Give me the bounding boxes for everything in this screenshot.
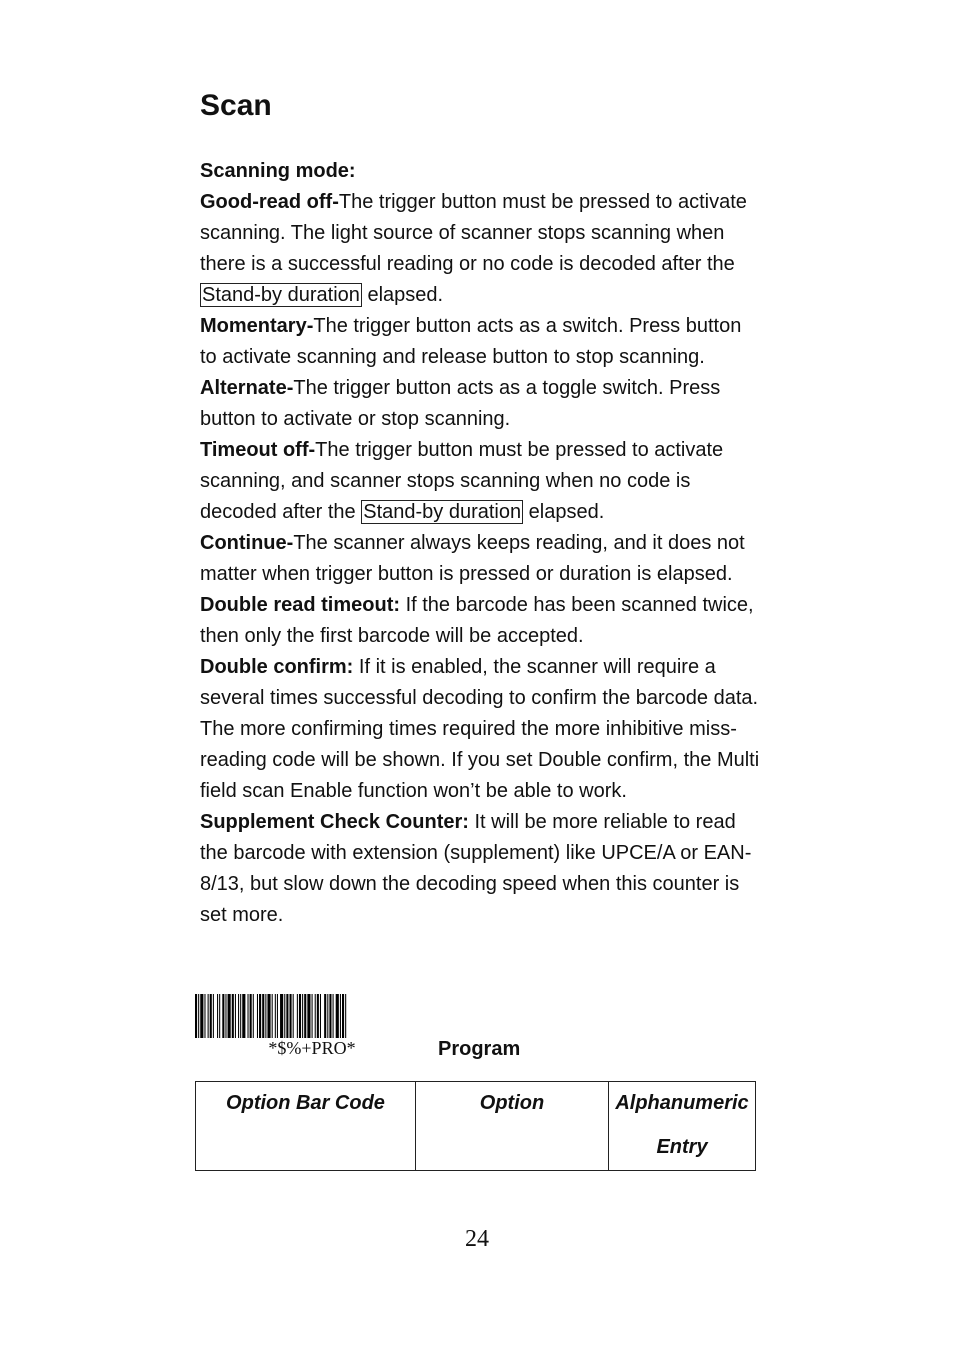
barcode-bar [297, 994, 298, 1038]
page-number: 24 [465, 1226, 489, 1252]
barcode-bar [317, 994, 319, 1038]
double-read-timeout-paragraph [200, 590, 760, 652]
barcode-bar [284, 994, 285, 1038]
momentary-text: The trigger button acts as a switch. Press button to activate scanning and release button to stop scanning. [200, 315, 742, 368]
barcode-bar [315, 994, 316, 1038]
good-read-off-paragraph [200, 187, 760, 311]
program-label: Program [438, 1038, 521, 1060]
barcode-bar [324, 994, 326, 1038]
double-confirm-paragraph [200, 652, 760, 807]
barcode-bar [327, 994, 328, 1038]
continue-term: Continue- [200, 532, 294, 554]
barcode-bar [213, 994, 214, 1038]
option-table [195, 1081, 756, 1171]
timeout-off-paragraph [200, 435, 760, 528]
barcode-bar [208, 994, 209, 1038]
continue-text: The scanner always keeps reading, and it does not matter when trigger button is pressed or duration is elapsed. [200, 532, 745, 585]
barcode-caption: *$%+PRO* [268, 1038, 356, 1058]
barcode-bar [238, 994, 239, 1038]
good-read-off-text-end: elapsed. [361, 284, 444, 306]
table-header-row [196, 1082, 756, 1171]
double-confirm-term: Double confirm: [200, 656, 354, 678]
page-title: Scan [200, 89, 272, 122]
barcode-bar [290, 994, 292, 1038]
barcode-bar [267, 994, 270, 1038]
barcode-bar [293, 994, 294, 1038]
barcode-bar [277, 994, 278, 1038]
barcode-bar [250, 994, 252, 1038]
barcode-icon [195, 994, 429, 1038]
barcode-bar [329, 994, 331, 1038]
momentary-term: Momentary- [200, 315, 314, 337]
column-header-option-bar-code: Option Bar Code [196, 1082, 416, 1171]
stand-by-duration-reference: Stand-by duration [202, 284, 360, 306]
barcode-bar [333, 994, 334, 1038]
barcode-bar [299, 994, 301, 1038]
double-read-timeout-term: Double read timeout: [200, 594, 401, 616]
barcode-bar [286, 994, 288, 1038]
double-read-timeout-text: If the barcode has been scanned twice, then only the first barcode will be accepted. [200, 594, 754, 647]
barcode-bar [265, 994, 266, 1038]
barcode-bar [228, 994, 231, 1038]
good-read-off-term: Good-read off- [200, 191, 339, 213]
continue-paragraph [200, 528, 760, 590]
barcode-bar [320, 994, 321, 1038]
double-confirm-text: If it is enabled, the scanner will require a several times successful decoding to confirm the barcode data. The more confirming times required the more inhibitive miss-reading code will be shown. If you set Double confirm, the Multi field scan Enable function won’t be able to work. [200, 656, 760, 802]
barcode-bar [280, 994, 283, 1038]
barcode-bar [232, 994, 234, 1038]
barcode-bar [262, 994, 264, 1038]
barcode-bar [219, 994, 220, 1038]
barcode-bar [198, 994, 199, 1038]
barcode-bar [240, 994, 241, 1038]
barcode-bar [302, 994, 303, 1038]
column-header-alphanumeric-entry [609, 1082, 756, 1171]
column-header-option: Option [416, 1082, 609, 1171]
barcode-bar [204, 994, 205, 1038]
alternate-term: Alternate- [200, 377, 294, 399]
stand-by-duration-reference: Stand-by duration [363, 501, 522, 523]
supplement-check-counter-paragraph [200, 807, 760, 931]
barcode-bar [200, 994, 203, 1038]
timeout-off-text-end: elapsed. [523, 501, 605, 523]
barcode-bar [336, 994, 339, 1038]
barcode-bar [248, 994, 249, 1038]
barcode-bar [340, 994, 341, 1038]
barcode-bar [257, 994, 258, 1038]
barcode-bar [307, 994, 310, 1038]
barcode-bar [235, 994, 236, 1038]
barcode-bar [210, 994, 212, 1038]
supplement-check-counter-term: Supplement Check Counter: [200, 811, 469, 833]
momentary-paragraph [200, 311, 760, 373]
barcode-bar [253, 994, 254, 1038]
barcode-bar [225, 994, 226, 1038]
timeout-off-term: Timeout off- [200, 439, 316, 461]
alternate-paragraph [200, 373, 760, 435]
alphanumeric-label: Alphanumeric [615, 1092, 749, 1114]
barcode-bar [304, 994, 306, 1038]
timeout-off-text: The trigger button must be pressed to activate scanning, and scanner stops scanning when no code is decoded after the [200, 439, 724, 523]
barcode-bar [275, 994, 276, 1038]
barcode-bar [222, 994, 224, 1038]
barcode-bar [312, 994, 313, 1038]
scanning-mode-heading: Scanning mode: [200, 160, 356, 182]
good-read-off-text: The trigger button must be pressed to activate scanning. The light source of scanner stops scanning when there is a successful reading or no code is decoded after the [200, 191, 747, 275]
barcode-bar [242, 994, 245, 1038]
barcode-bar [342, 994, 344, 1038]
scanning-mode-description [200, 156, 760, 931]
entry-label: Entry [656, 1136, 708, 1158]
alternate-text: The trigger button acts as a toggle switch. Press button to activate or stop scanning. [200, 377, 721, 430]
program-barcode [195, 994, 429, 1058]
barcode-bar [272, 994, 273, 1038]
barcode-bar [217, 994, 218, 1038]
barcode-bar [259, 994, 261, 1038]
barcode-bar [345, 994, 346, 1038]
barcode-bar [195, 994, 197, 1038]
supplement-check-counter-text: It will be more reliable to read the barcode with extension (supplement) like UPCE/A or EAN-8/13, but slow down the decoding speed when this counter is set more. [200, 811, 752, 926]
